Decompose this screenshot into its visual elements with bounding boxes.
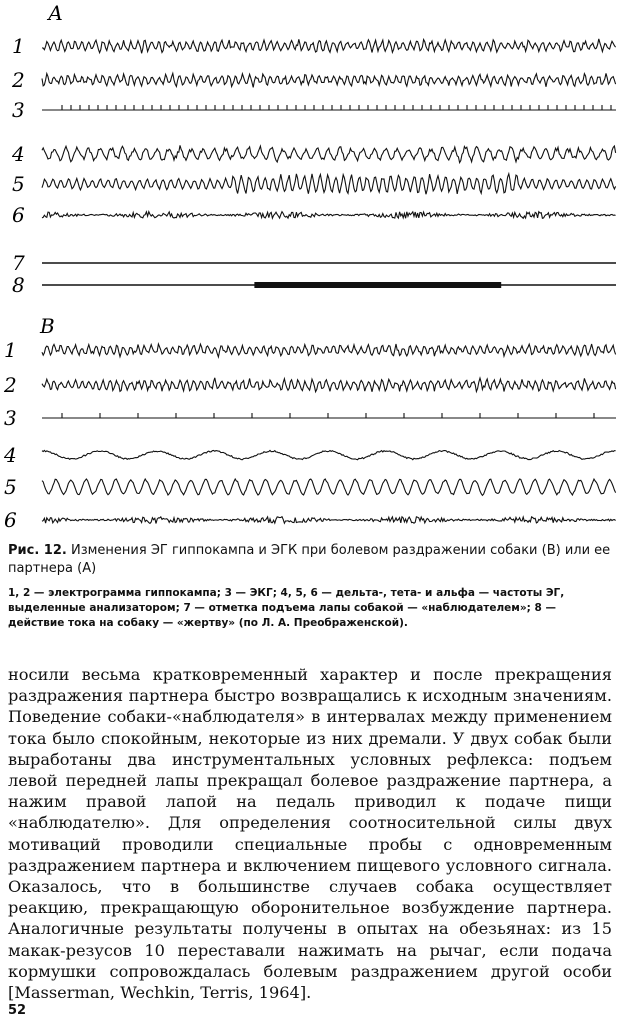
figure-caption <box>8 542 612 631</box>
ecg-trace <box>42 105 616 110</box>
trace-label: 3 <box>12 98 25 122</box>
panel-b <box>3 338 616 532</box>
eeg-trace <box>42 145 616 162</box>
figure-number: Рис. 12. <box>8 543 67 558</box>
eeg-trace <box>42 517 616 524</box>
caption-text: Изменения ЭГ гиппокампа и ЭГК при болевом раздражении собаки (В) или ее партнера (А) <box>8 543 611 576</box>
trace-label: 6 <box>4 508 17 532</box>
trace-label: 8 <box>12 273 25 297</box>
trace-label: 2 <box>4 373 17 397</box>
caption-title <box>8 542 612 578</box>
eeg-trace <box>42 450 616 459</box>
eeg-trace <box>42 212 616 219</box>
eeg-trace <box>42 378 616 392</box>
trace-label: 2 <box>12 68 25 92</box>
trace-label: 7 <box>12 251 25 275</box>
eeg-trace <box>42 344 616 357</box>
panel-b-label: В <box>40 314 55 338</box>
trace-label: 1 <box>4 338 17 362</box>
eeg-trace <box>42 39 616 53</box>
eeg-trace <box>42 73 616 87</box>
eeg-trace <box>42 174 616 194</box>
eeg-trace <box>42 479 616 495</box>
caption-legend: 1, 2 — электрограмма гиппокампа; 3 — ЭКГ; 4, 5, 6 — дельта-, тета- и альфа — частоты ЭГ, выделенные анализатором; 7 — отметка подъема лапы собакой — «наблюдателем»; 8 — действие тока на собаку — «жертву» (по Л. А. Преображенской). <box>8 587 565 629</box>
page-number: 52 <box>8 1003 27 1018</box>
panel-a-label: А <box>48 1 64 25</box>
panel-a <box>11 34 616 297</box>
trace-label: 3 <box>4 406 17 430</box>
trace-label: 1 <box>12 34 25 58</box>
body-paragraph: носили весьма кратковременный характер и после прекращения раздражения партнера быстро возвращались к исходным значениям. Поведение собаки-«наблюдателя» в интервалах между применением тока было спокойным, некоторые из них дремали. У двух собак были выработаны два инструментальных условных рефлекса: подъем левой передней лапы прекращал болевое раздражение партнера, а нажим правой лапой на педаль приводил к подаче пищи «наблюдателю». Для определения соотносительной силы двух мотиваций проводили специальные пробы с одновременным раздражением партнера и включением пищевого условного сигнала. Оказалось, что в большинстве случаев собака осуществляет реакцию, прекращающую оборонительное возбуждение партнера. Аналогичные результаты получены в опытах на обезьянах: из 15 макак-резусов 10 переставали нажимать на рычаг, если подача кормушки сопровождалась болевым раздражением другой особи [Masserman, Wechkin, Terris, 1964]. <box>8 665 612 1003</box>
trace-label: 5 <box>4 475 17 499</box>
trace-label: 5 <box>12 172 25 196</box>
body-text <box>8 664 612 1003</box>
trace-label: 4 <box>4 443 17 467</box>
trace-label: 4 <box>12 142 25 166</box>
trace-label: 6 <box>12 203 25 227</box>
ecg-trace <box>42 413 616 418</box>
stimulus-current-mark <box>254 282 501 288</box>
